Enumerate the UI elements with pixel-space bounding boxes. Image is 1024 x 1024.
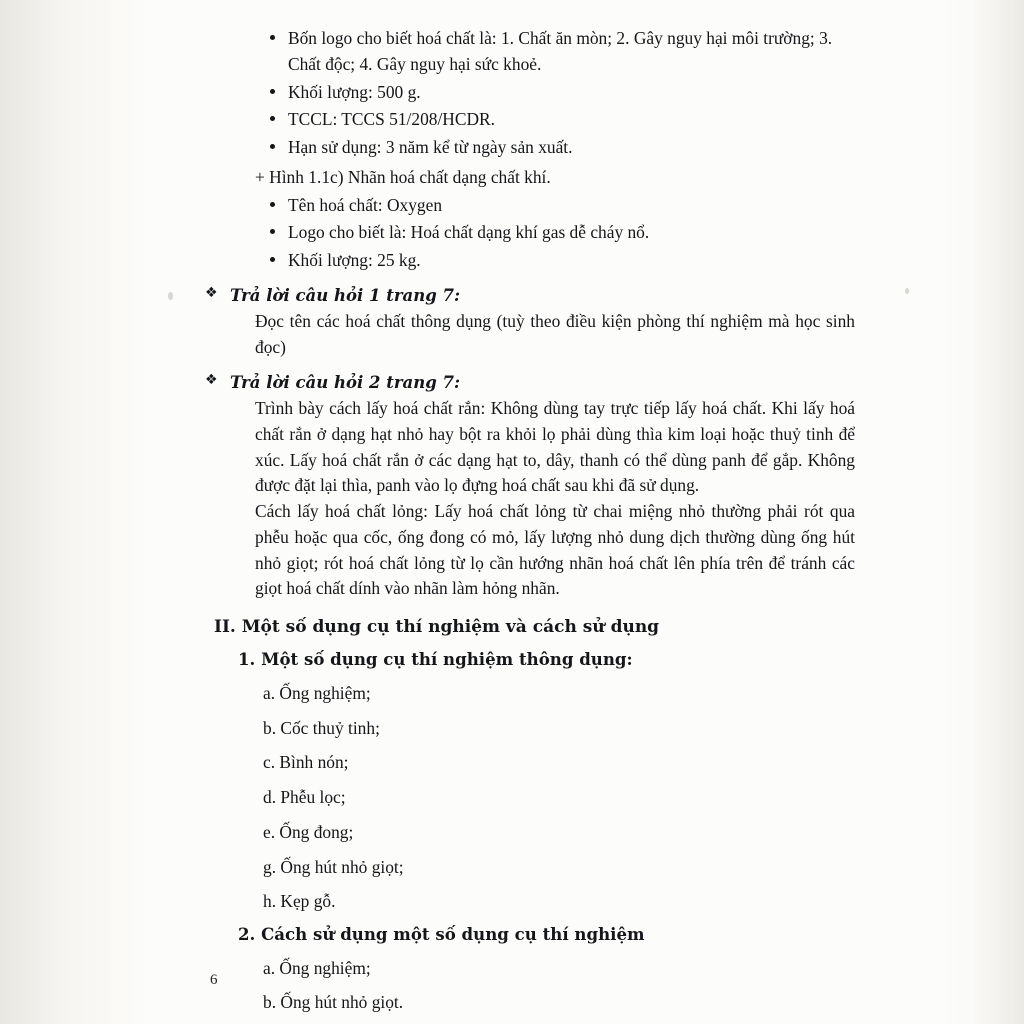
page-content — [205, 26, 855, 1016]
list-item — [205, 26, 855, 78]
list-item-text: TCCL: TCCS 51/208/HCDR. — [288, 109, 495, 130]
subsection-heading-1: 1. Một số dụng cụ thí nghiệm thông dụng: — [238, 649, 633, 670]
list-item: b. Cốc thuỷ tinh; — [263, 717, 380, 738]
page-speck — [168, 292, 173, 300]
answer-heading-text: Trả lời câu hỏi 1 trang 7: — [230, 285, 461, 305]
page-speck — [905, 288, 909, 294]
list-item-text: Khối lượng: 500 g. — [288, 81, 421, 102]
gas-bullet-list — [205, 193, 855, 274]
list-item: h. Kẹp gỗ. — [263, 891, 336, 912]
list-item: c. Bình nón; — [263, 752, 349, 773]
bullet-dot-icon — [270, 35, 275, 40]
list-item — [205, 193, 855, 219]
paragraph: Trình bày cách lấy hoá chất rắn: Không dùng tay trực tiếp lấy hoá chất. Khi lấy hoá chất rắn ở dạng hạt nhỏ hay bột ra khỏi lọ phải dùng thìa kim loại hoặc thuỷ tinh để xúc. Lấy hoá chất rắn ở các dạng hạt to, dây, thanh có thể dùng panh để gắp. Không được đặt lại thìa, panh vào lọ đựng hoá chất sau khi đã sử dụng. — [255, 398, 855, 496]
figure-caption-line: + Hình 1.1c) Nhãn hoá chất dạng chất khí. — [255, 166, 551, 187]
page-number: 6 — [210, 972, 218, 988]
answer-heading — [205, 284, 855, 308]
list-item — [205, 220, 855, 246]
list-item: d. Phễu lọc; — [263, 787, 346, 808]
bullet-dot-icon — [270, 144, 275, 149]
bullet-dot-icon — [270, 89, 275, 94]
bullet-dot-icon — [270, 257, 275, 262]
answer-block-2 — [205, 371, 855, 602]
subsection-heading-2: 2. Cách sử dụng một số dụng cụ thí nghiệm — [238, 924, 645, 945]
answer-body — [205, 309, 855, 361]
list-item: a. Ống nghiệm; — [263, 957, 371, 978]
bullet-dot-icon — [270, 229, 275, 234]
answer-heading — [205, 371, 855, 395]
list-item-text: Tên hoá chất: Oxygen — [288, 194, 443, 215]
paragraph: Cách lấy hoá chất lỏng: Lấy hoá chất lỏng từ chai miệng nhỏ thường phải rót qua phễu hoặc qua cốc, ống đong có mỏ, lấy lượng nhỏ dung dịch thường dùng ống hút nhỏ giọt; rót hoá chất lỏng từ lọ cần hướng nhãn hoá chất lên phía trên để tránh các giọt hoá chất dính vào nhãn làm hỏng nhãn. — [255, 501, 855, 599]
list-item — [205, 135, 855, 161]
list-item — [205, 248, 855, 274]
list-item — [205, 80, 855, 106]
paragraph: Đọc tên các hoá chất thông dụng (tuỳ theo điều kiện phòng thí nghiệm mà học sinh đọc) — [255, 311, 855, 357]
list-item — [205, 107, 855, 133]
bullet-dot-icon — [270, 116, 275, 121]
answer-body — [205, 396, 855, 602]
answer-heading-text: Trả lời câu hỏi 2 trang 7: — [230, 372, 461, 392]
list-item-text: Hạn sử dụng: 3 năm kể từ ngày sản xuất. — [288, 137, 573, 157]
list-item-text: Khối lượng: 25 kg. — [288, 250, 421, 270]
top-bullet-list — [205, 26, 855, 161]
list-item: g. Ống hút nhỏ giọt; — [263, 856, 404, 877]
section-heading: II. Một số dụng cụ thí nghiệm và cách sử dụng — [214, 617, 660, 638]
bullet-dot-icon — [270, 202, 275, 207]
flower-bullet-icon: ❖ — [205, 371, 218, 388]
list-item: a. Ống nghiệm; — [263, 682, 371, 703]
list-item: b. Ống hút nhỏ giọt. — [263, 992, 404, 1013]
list-item: e. Ống đong; — [263, 821, 354, 842]
answer-block-1 — [205, 284, 855, 361]
list-item-text: Logo cho biết là: Hoá chất dạng khí gas dễ cháy nổ. — [288, 222, 650, 243]
list-item-text: Bốn logo cho biết hoá chất là: 1. Chất ăn mòn; 2. Gây nguy hại môi trường; 3. Chất độc; 4. Gây nguy hại sức khoẻ. — [288, 28, 833, 74]
flower-bullet-icon: ❖ — [205, 284, 218, 301]
